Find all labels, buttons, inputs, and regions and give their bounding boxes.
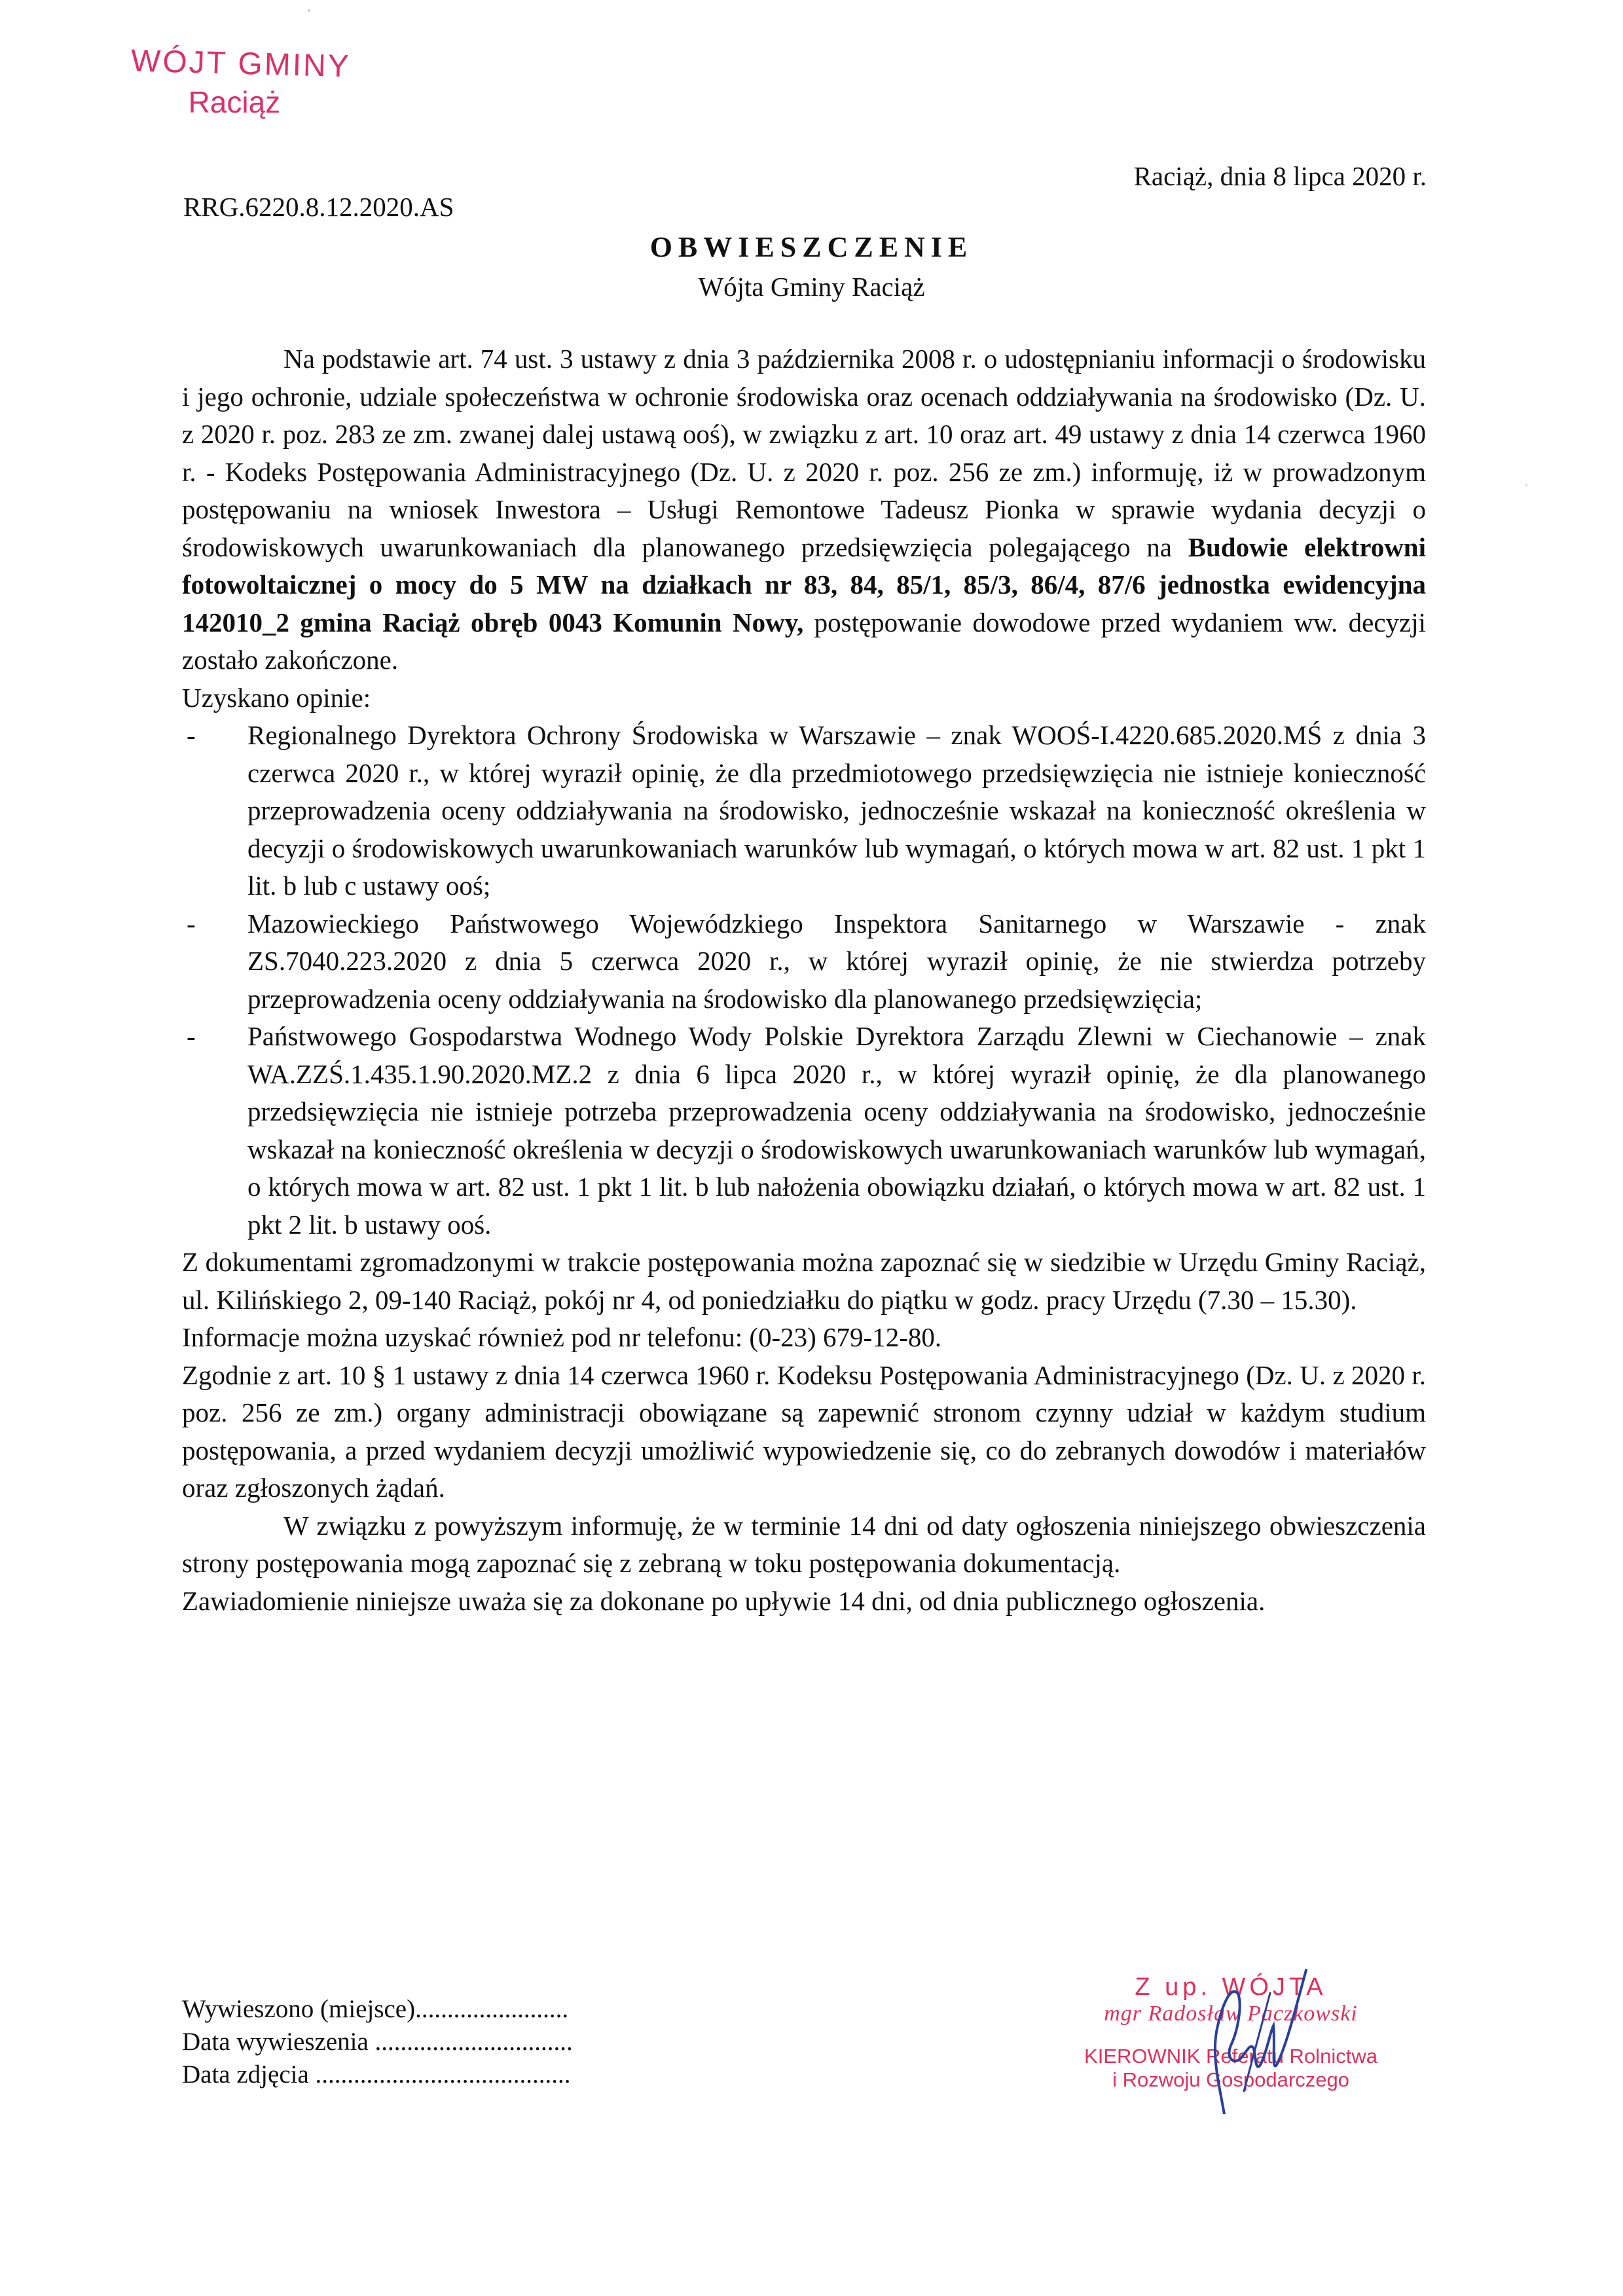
- intro-text-1: Na podstawie art. 74 ust. 3 ustawy z dnia 3 października 2008 r. o udostępnianiu informacji o środowisku i jego ochronie, udziale społeczeństwa w ochronie środowiska oraz ocenach oddziaływania na środowisko (Dz. U. z 2020 r. poz. 283 ze zm. zwanej dalej ustawą ooś), w związku z art. 10 oraz art. 49 ustawy z dnia 14 czerwca 1960 r. - Kodeks Postępowania Administracyjnego (Dz. U. z 2020 r. poz. 256 ze zm.) informuję, iż w prowadzonym postępowaniu na wniosek Inwestora – Usługi Remontowe Tadeusz Pionka w sprawie wydania decyzji o środowiskowych uwarunkowaniach dla planowanego przedsięwzięcia polegającego na: [182, 344, 1426, 562]
- posting-place-blank: ........................: [415, 1995, 569, 2023]
- posting-date-blank: ...............................: [368, 2028, 573, 2056]
- document-body: [182, 340, 1426, 1620]
- opinion-item: [187, 717, 1426, 905]
- document-subtitle: Wójta Gminy Raciąż: [698, 272, 925, 302]
- posting-place-row: [182, 1993, 573, 2026]
- phone-info: Informacje można uzyskać również pod nr telefonu: (0-23) 679-12-80.: [182, 1322, 942, 1352]
- opinion-item: [187, 1018, 1426, 1244]
- removal-date-blank: ........................................: [308, 2060, 571, 2089]
- signature-stroke: [1215, 1970, 1306, 2114]
- opinion-text: Regionalnego Dyrektora Ochrony Środowiska w Warszawie – znak WOOŚ-I.4220.685.2020.MŚ z dnia 3 czerwca 2020 r., w której wyraził opinię, że dla przedmiotowego przedsięwzięcia nie istnieje konieczność przeprowadzenia oceny oddziaływania na środowisko, jednocześnie wskazał na konieczność określenia w decyzji o środowiskowych uwarunkowaniach warunków lub wymagań, o których mowa w art. 82 ust. 1 pkt 1 lit. b lub c ustawy ooś;: [247, 720, 1426, 901]
- opinion-text: Państwowego Gospodarstwa Wodnego Wody Polskie Dyrektora Zarządu Zlewni w Ciechanowie – znak WA.ZZŚ.1.435.1.90.2020.MZ.2 z dnia 6 lipca 2020 r., w której wyraził opinię, że dla planowanego przedsięwzięcia nie istnieje potrzeba przeprowadzenia oceny oddziaływania na środowisko, jednocześnie wskazał na konieczność określenia w decyzji o środowiskowych uwarunkowaniach warunków lub wymagań, o których mowa w art. 82 ust. 1 pkt 1 lit. b lub nałożenia obowiązku działań, o których mowa w art. 82 ust. 1 pkt 2 lit. b ustawy ooś.: [247, 1021, 1426, 1240]
- opinions-label: Uzyskano opinie:: [182, 682, 371, 713]
- list-dash: -: [187, 720, 196, 750]
- handwritten-signature: [1178, 1967, 1309, 2114]
- intro-text-2: postępowanie dowodowe przed wydaniem ww. decyzji zostało zakończone.: [182, 607, 1427, 675]
- posting-date-label: Data wywieszenia: [182, 2028, 369, 2056]
- reference-number: RRG.6220.8.12.2020.AS: [183, 192, 454, 222]
- notice-effective: Zawiadomienie niniejsze uważa się za dokonane po upływie 14 dni, od dnia publicznego ogłoszenia.: [182, 1585, 1266, 1616]
- list-dash: -: [187, 908, 196, 939]
- removal-date-row: [182, 2058, 573, 2091]
- signature-authority: Z up. WÓJTA: [1135, 1973, 1327, 2001]
- opinion-text: Mazowieckiego Państwowego Wojewódzkiego Inspektora Sanitarnego w Warszawie - znak ZS.7040.223.2020 z dnia 5 czerwca 2020 r., w której wyraził opinię, że nie stwierdza potrzeby przeprowadzenia oceny oddziaływania na środowisko dla planowanego przedsięwzięcia;: [247, 908, 1426, 1014]
- document-title: OBWIESZCZENIE: [649, 231, 974, 263]
- scan-speck: [1525, 484, 1527, 486]
- intro-paragraph: [182, 340, 1426, 679]
- office-stamp: [130, 43, 352, 120]
- kpa-info: Zgodnie z art. 10 § 1 ustawy z dnia 14 czerwca 1960 r. Kodeksu Postępowania Administracyjnego (Dz. U. z 2020 r. poz. 256 ze zm.) organy administracji obowiązane są zapewnić stronom czynny udział w każdym studium postępowania, a przed wydaniem decyzji umożliwić wypowiedzenie się, co do zebranych dowodów i materiałów oraz zgłoszonych żądań.: [182, 1359, 1426, 1503]
- list-dash: -: [187, 1021, 196, 1051]
- term-info: W związku z powyższym informuję, że w terminie 14 dni od daty ogłoszenia niniejszego obwieszczenia strony postępowania mogą zapoznać się z zebraną w toku postępowania dokumentacją.: [182, 1510, 1426, 1578]
- stamp-office-town: Raciąż: [188, 85, 281, 119]
- scan-speck: [308, 9, 310, 12]
- project-description: Budowie elektrowni fotowoltaicznej o mocy do 5 MW na działkach nr 83, 84, 85/1, 85/3, 86/4, 87/6 jednostka ewidencyjna 142010_2 gmina Raciąż obręb 0043 Komunin Nowy,: [182, 531, 1426, 637]
- opinions-list: [182, 717, 1426, 1244]
- posting-record: [182, 1993, 573, 2091]
- signatory-name: mgr Radosław Paczkowski: [1104, 2001, 1358, 2026]
- signatory-position-line1: KIEROWNIK Referatu Rolnictwa: [1084, 2045, 1377, 2068]
- signature-stroke: [1244, 1993, 1270, 2091]
- removal-date-label: Data zdjęcia: [182, 2060, 309, 2089]
- signatory-position-line2: i Rozwoju Gospodarczego: [1112, 2068, 1349, 2091]
- place-and-date: Raciąż, dnia 8 lipca 2020 r.: [1133, 161, 1427, 191]
- opinion-item: [187, 905, 1426, 1018]
- posting-place-label: Wywieszono (miejsce): [182, 1995, 416, 2023]
- posting-date-row: [182, 2026, 573, 2058]
- documents-info: Z dokumentami zgromadzonymi w trakcie postępowania można zapoznać się w siedzibie w Urzędu Gminy Raciąż, ul. Kilińskiego 2, 09-140 Raciąż, pokój nr 4, od poniedziałku do piątku w godz. pracy Urzędu (7.30 – 15.30).: [182, 1247, 1426, 1315]
- stamp-office-title: WÓJT GMINY: [130, 43, 352, 84]
